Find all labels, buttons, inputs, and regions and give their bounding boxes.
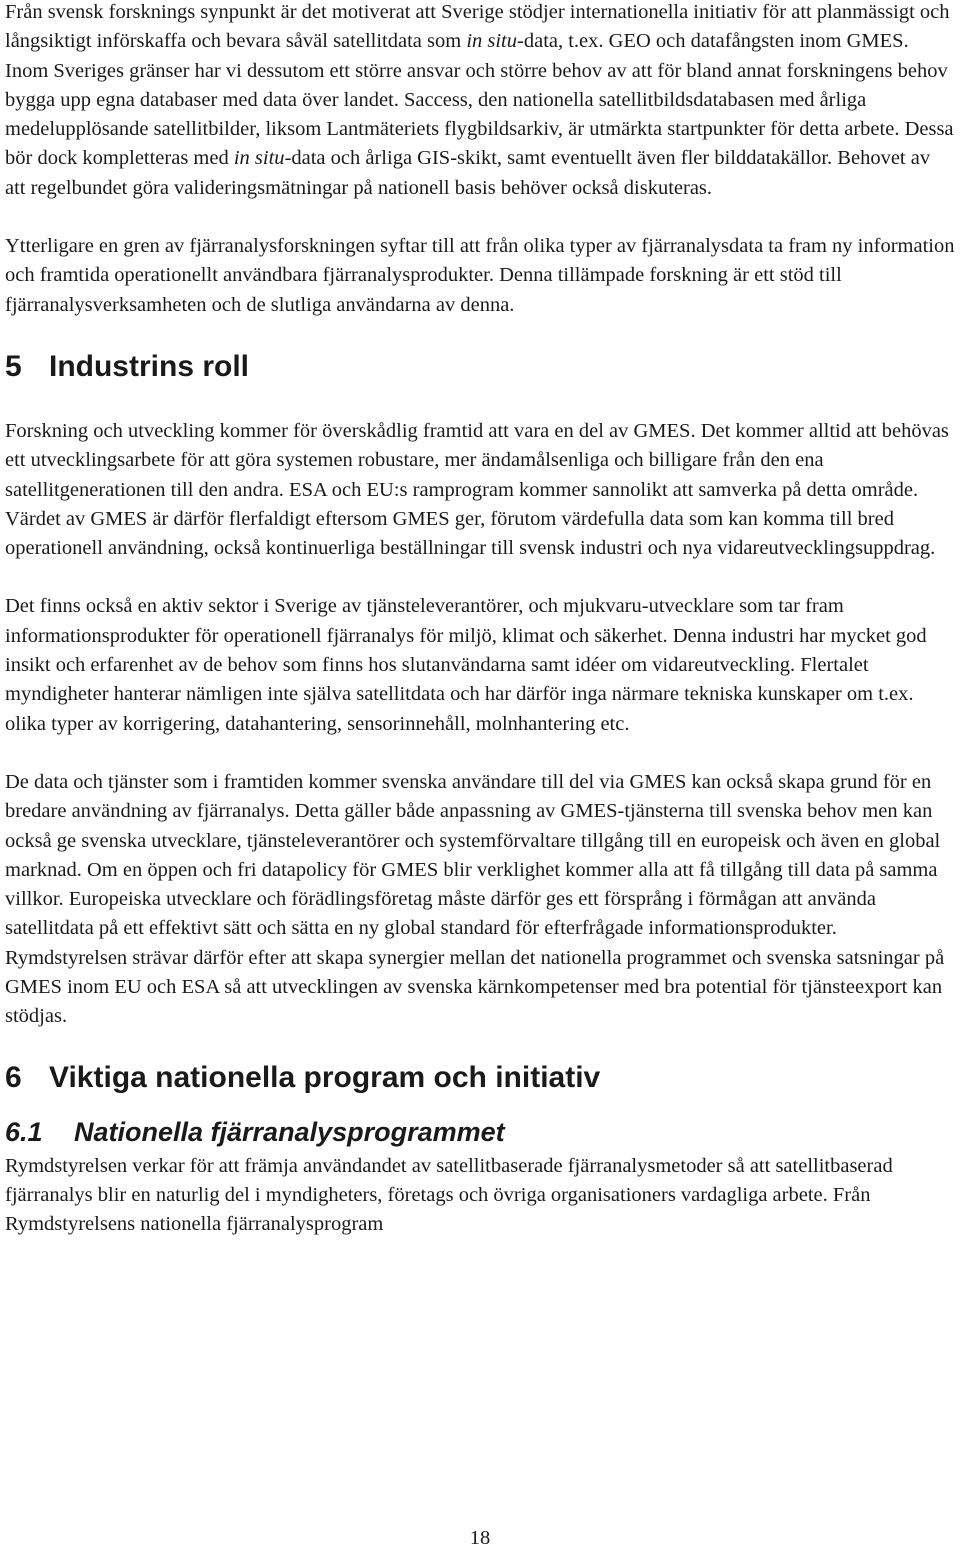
section-number: 5 — [5, 349, 22, 383]
section-number: 6 — [5, 1060, 22, 1094]
paragraph-national-program: Rymdstyrelsen verkar för att främja användandet av satellitbaserade fjärranalysmetoder så att satellitbaserad fjärranalys blir en naturlig del i myndigheters, företags och övriga organisationers vardagliga arbete. Från Rymdstyrelsens nationella fjärranalysprogram — [5, 1154, 893, 1236]
paragraph-service-providers: Det finns också en aktiv sektor i Sverige av tjänsteleverantörer, och mjukvaru-utvecklare som tar fram informationsprodukter för operationell fjärranalys för miljö, klimat och säkerhet. Denna industri har mycket god insikt och erfarenhet av de behov som finns hos slutanvändarna samt idéer om vidareutveckling. Flertalet myndigheter hanterar nämligen inte själva satellitdata och har därför inga närmare tekniska kunskaper om t.ex. olika typer av korrigering, datahantering, sensorinnehåll, molnhantering etc. — [5, 595, 927, 735]
section-heading-6 — [5, 1060, 955, 1096]
subsection-number: 6.1 — [5, 1116, 43, 1147]
paragraph-text: -data, t.ex. GEO och datafångsten inom GMES. Inom Sveriges gränser har vi dessutom ett större ansvar och större behov av att för bland annat forskningens behov bygga upp egna databaser med data över landet. Saccess, den nationella satellitbildsdatabasen med årliga medelupplösande satellitbilder, liksom Lantmäteriets flygbildsarkiv, är utmärkta startpunkter för detta arbete. Dessa bör dock kompletteras med — [5, 30, 954, 170]
paragraph-industry-rd: Forskning och utveckling kommer för överskådlig framtid att vara en del av GMES. Det kommer alltid att behövas ett utvecklingsarbete för att göra systemen robustare, mer ändamålsenliga och billigare från den ena satellitgenerationen till den andra. ESA och EU:s ramprogram kommer sannolikt att samverka på detta område. Värdet av GMES är därför flerfaldigt eftersom GMES ger, förutom värdefulla data som kan komma till bred operationell användning, också kontinuerliga beställningar till svensk industri och nya vidareutvecklingsuppdrag. — [5, 419, 949, 560]
subsection-heading-6-1 — [5, 1115, 955, 1149]
page-content — [5, 0, 955, 1240]
paragraph-applied-research: Ytterligare en gren av fjärranalysforskningen syftar till att från olika typer av fjärranalysdata ta fram ny information och framtida operationellt användbara fjärranalysprodukter. Denna tillämpade forskning är ett stöd till fjärranalysverksamheten och de slutliga användarna av denna. — [5, 235, 955, 316]
italic-term: in situ — [466, 30, 518, 53]
subsection-title: Nationella fjärranalysprogrammet — [74, 1116, 505, 1147]
paragraph-gmes-data-services: De data och tjänster som i framtiden kommer svenska användare till del via GMES kan också skapa grund för en bredare användning av fjärranalys. Detta gäller både anpassning av GMES-tjänsterna till svenska behov men kan också ge svenska utvecklare, tjänsteleverantörer och systemförvaltare tillgång till en europeisk och även en global marknad. Om en öppen och fri datapolicy för GMES blir verklighet kommer alla att få tillgång till data på samma villkor. Europeiska utvecklare och förädlingsföretag måste därför ges ett försprång i förmågan att använda satellitdata på ett effektivt sätt och sätta en ny global standard för efterfrågade informationsprodukter. Rymdstyrelsen strävar därför efter att skapa synergier mellan det nationella programmet och svenska satsningar på GMES inom EU och ESA så att utvecklingen av svenska kärnkompetenser med bra potential för tjänsteexport kan stödjas. — [5, 770, 945, 1028]
section-title: Industrins roll — [49, 349, 250, 383]
section-title: Viktiga nationella program och initiativ — [49, 1060, 601, 1094]
page-number: 18 — [469, 1527, 491, 1549]
paragraph-research-perspective — [5, 0, 955, 203]
paragraph-text: -data och årliga GIS-skikt, samt eventuellt även fler bilddatakällor. Behovet av att regelbundet göra valideringsmätningar på nationell basis behöver också diskuteras. — [5, 147, 931, 199]
paragraph-text: Från svensk forsknings synpunkt är det motiverat att Sverige stödjer internationella initiativ för att planmässigt och långsiktigt införskaffa och bevara såväl satellitdata som — [5, 1, 950, 53]
section-heading-5 — [5, 349, 955, 385]
italic-term: in situ — [233, 147, 285, 170]
